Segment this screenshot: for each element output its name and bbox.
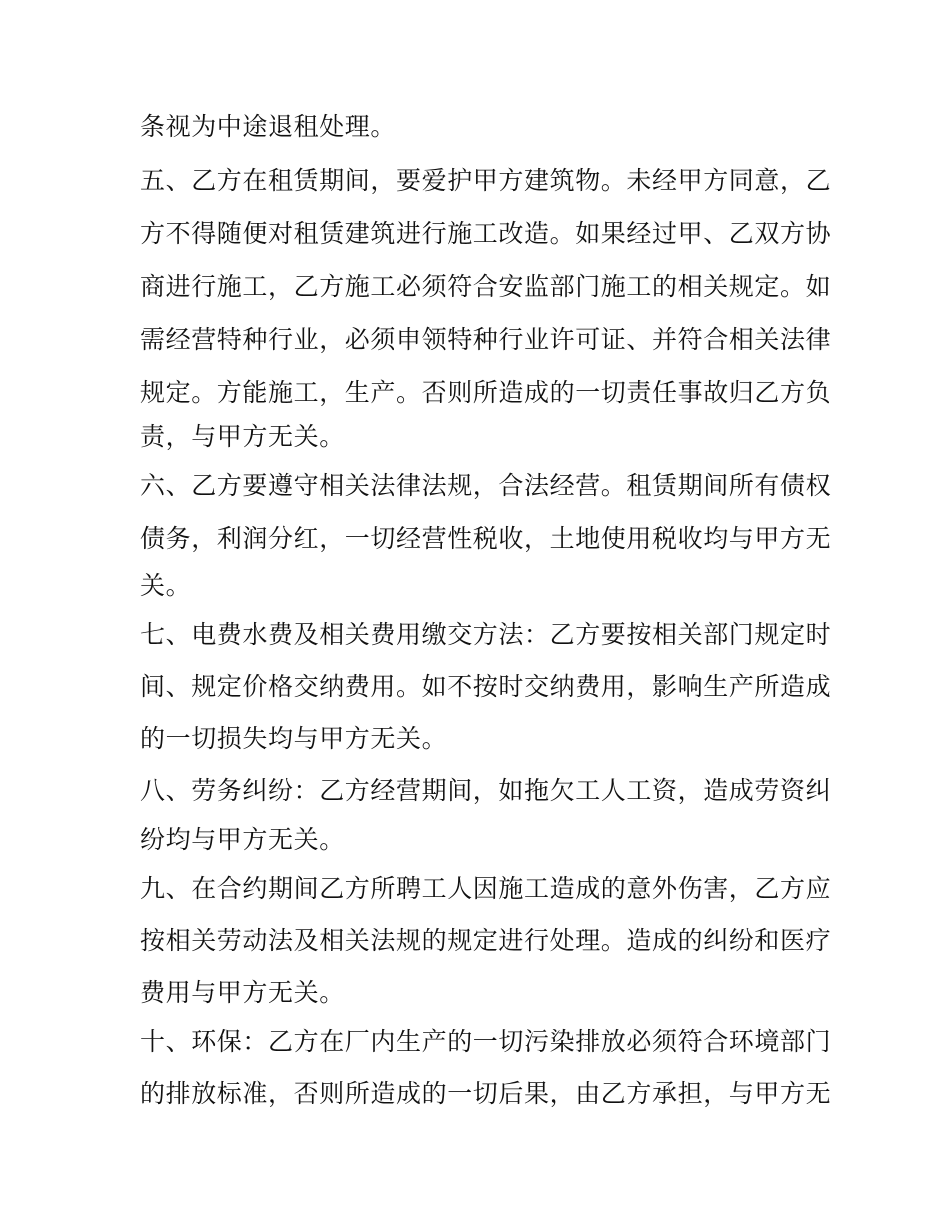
text-line: 九、在合约期间乙方所聘工人因施工造成的意外伤害，乙方应 <box>140 874 832 903</box>
text-line: 条视为中途退租处理。 <box>140 112 397 141</box>
text-line: 商进行施工，乙方施工必须符合安监部门施工的相关规定。如 <box>140 272 832 301</box>
text-line: 七、电费水费及相关费用缴交方法：乙方要按相关部门规定时 <box>140 620 832 649</box>
text-line: 按相关劳动法及相关法规的规定进行处理。造成的纠纷和医疗 <box>140 926 832 955</box>
text-line: 费用与甲方无关。 <box>140 978 345 1007</box>
text-line: 方不得随便对租赁建筑进行施工改造。如果经过甲、乙双方协 <box>140 219 832 248</box>
text-line: 十、环保：乙方在厂内生产的一切污染排放必须符合环境部门 <box>140 1027 832 1056</box>
text-line: 的一切损失均与甲方无关。 <box>140 724 448 753</box>
text-line: 的排放标准，否则所造成的一切后果，由乙方承担，与甲方无 <box>140 1079 832 1108</box>
text-line: 间、规定价格交纳费用。如不按时交纳费用，影响生产所造成 <box>140 672 832 701</box>
text-line: 需经营特种行业，必须申领特种行业许可证、并符合相关法律 <box>140 325 832 354</box>
text-line: 五、乙方在租赁期间，要爱护甲方建筑物。未经甲方同意，乙 <box>140 166 832 195</box>
text-line: 六、乙方要遵守相关法律法规，合法经营。租赁期间所有债权 <box>140 471 832 500</box>
text-line: 关。 <box>140 571 192 600</box>
text-line: 责，与甲方无关。 <box>140 422 345 451</box>
text-line: 纷均与甲方无关。 <box>140 825 345 854</box>
text-line: 债务，利润分红，一切经营性税收，土地使用税收均与甲方无 <box>140 524 832 553</box>
text-line: 八、劳务纠纷：乙方经营期间，如拖欠工人工资，造成劳资纠 <box>140 776 832 805</box>
text-line: 规定。方能施工，生产。否则所造成的一切责任事故归乙方负 <box>140 378 832 407</box>
